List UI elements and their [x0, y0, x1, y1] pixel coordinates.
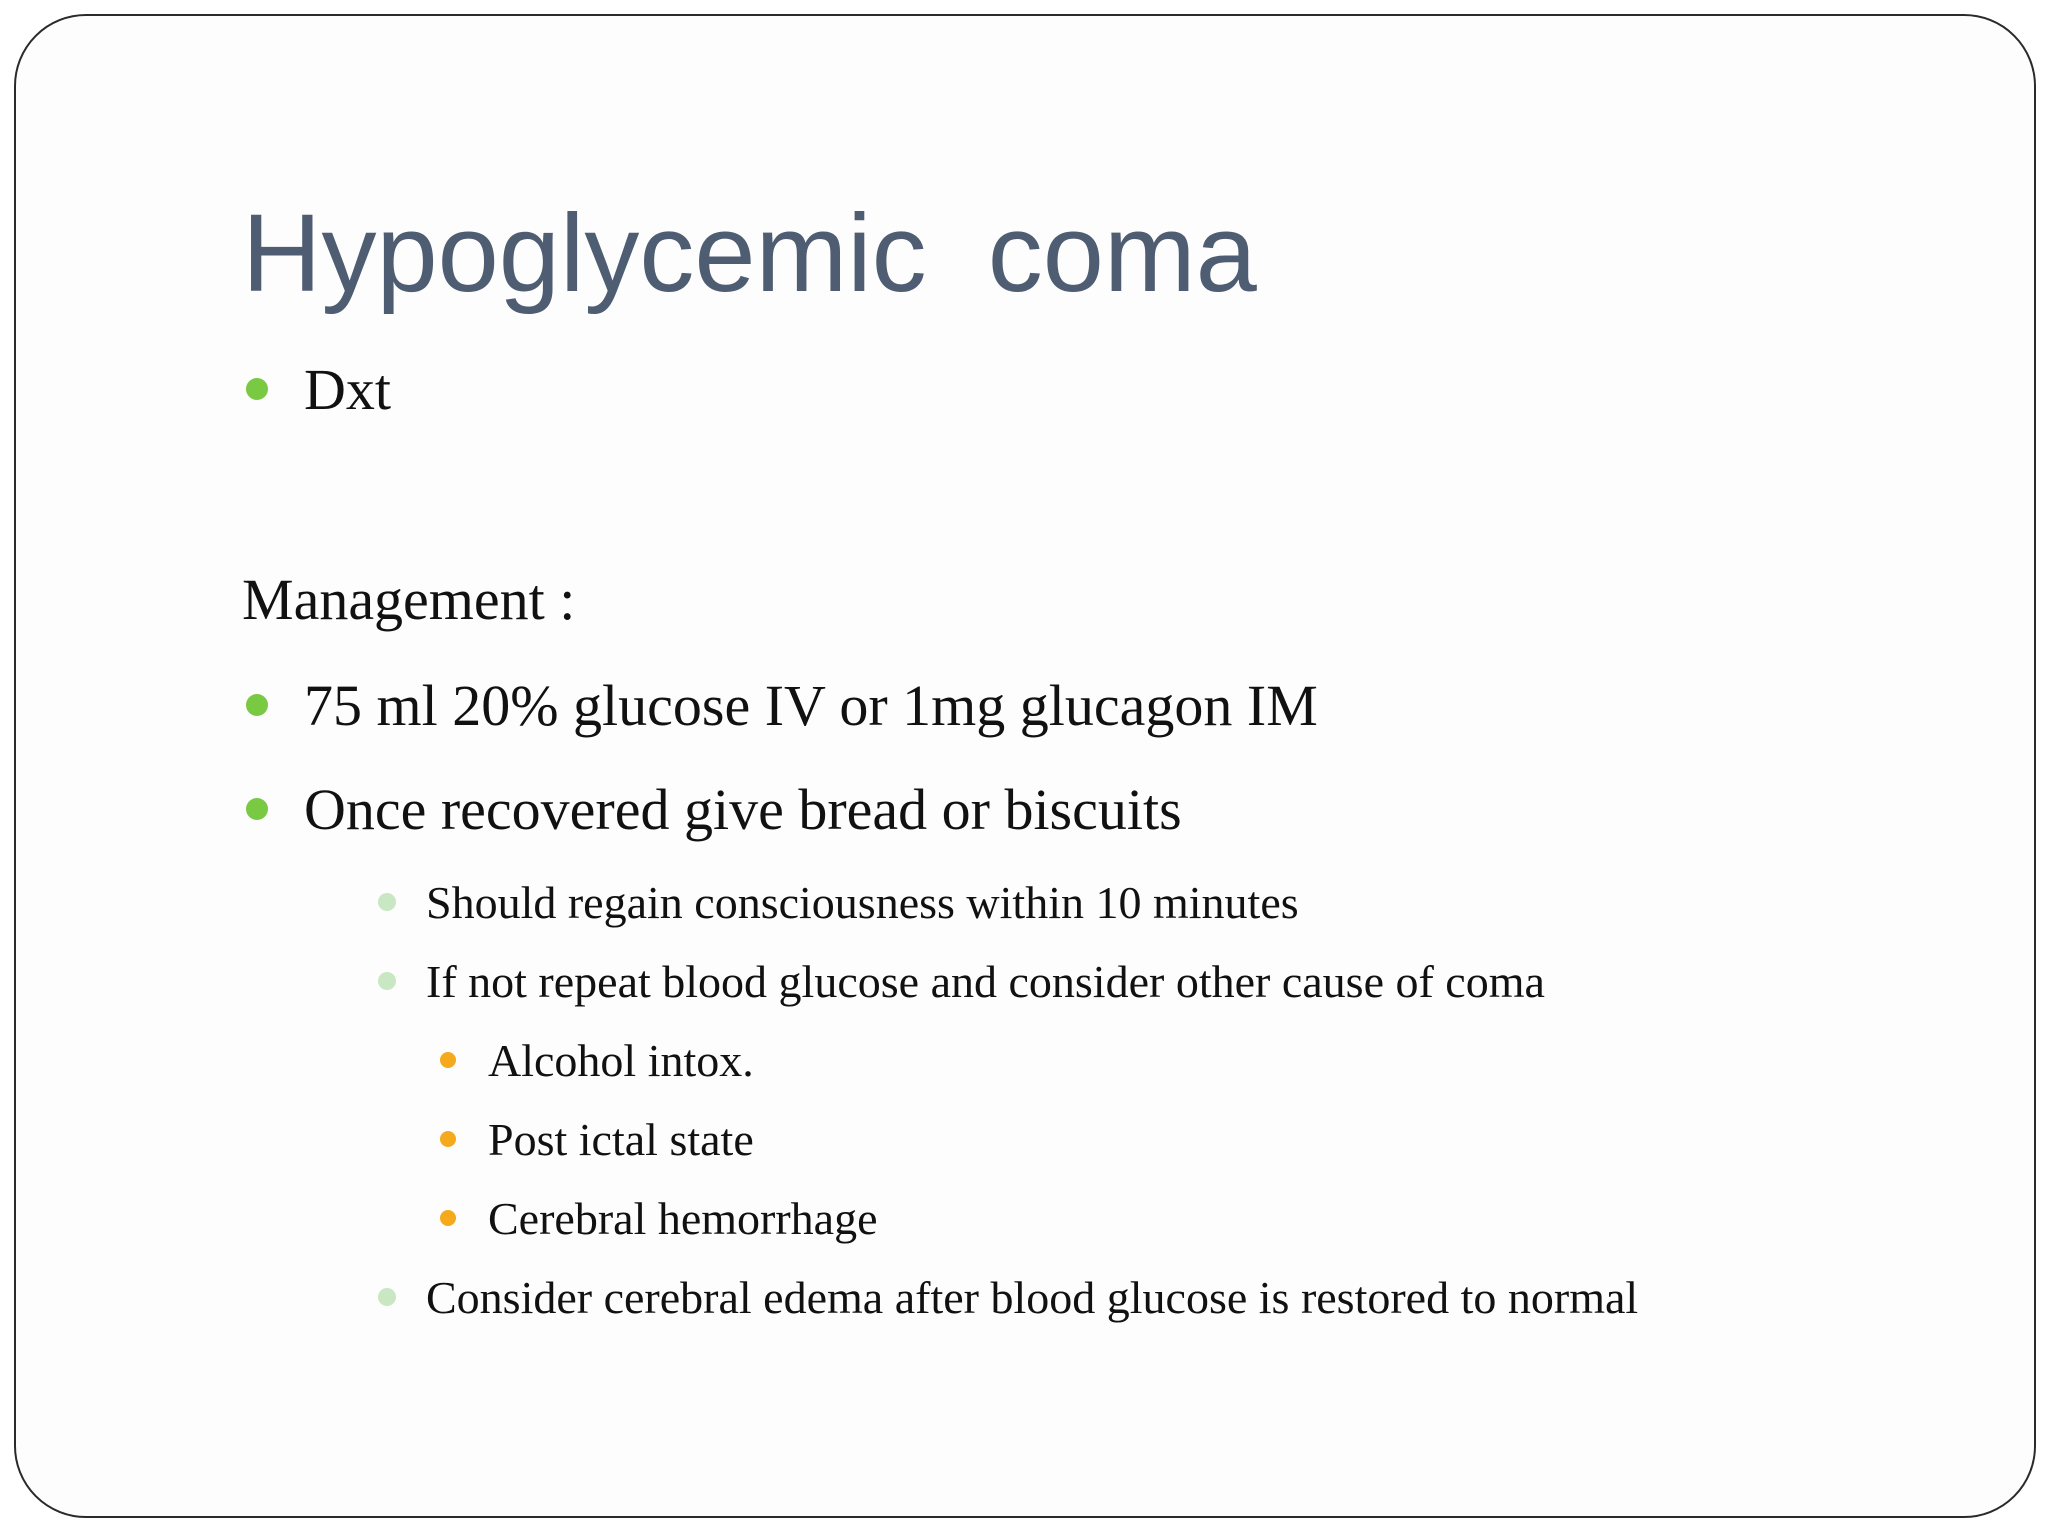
bullet-text-dxt: Dxt: [304, 357, 391, 422]
bullet-text-once-recovered: Once recovered give bread or biscuits: [304, 777, 1182, 842]
bullet-text-glucose-dose: 75 ml 20% glucose IV or 1mg glucagon IM: [304, 673, 1318, 738]
section-label-management: Management :: [242, 567, 576, 632]
bullet-level2-icon: [378, 972, 396, 990]
bullet-level1-icon: [246, 798, 268, 820]
bullet-level1-icon: [246, 378, 268, 400]
bullet-level2-icon: [378, 1288, 396, 1306]
bullet-level3-icon: [440, 1131, 456, 1147]
bullet-text-post-ictal: Post ictal state: [488, 1114, 754, 1165]
slide-frame: [14, 14, 2036, 1518]
bullet-level3-icon: [440, 1052, 456, 1068]
slide-title: Hypoglycemic coma: [242, 192, 1257, 315]
bullet-level2-icon: [378, 893, 396, 911]
bullet-text-cerebral-hemorrhage: Cerebral hemorrhage: [488, 1193, 878, 1244]
bullet-text-alcohol: Alcohol intox.: [488, 1035, 754, 1086]
bullet-text-regain-consciousness: Should regain consciousness within 10 minutes: [426, 877, 1299, 928]
bullet-level3-icon: [440, 1210, 456, 1226]
bullet-level1-icon: [246, 694, 268, 716]
bullet-text-cerebral-edema: Consider cerebral edema after blood glucose is restored to normal: [426, 1272, 1639, 1323]
bullet-text-if-not-repeat: If not repeat blood glucose and consider other cause of coma: [426, 956, 1545, 1007]
